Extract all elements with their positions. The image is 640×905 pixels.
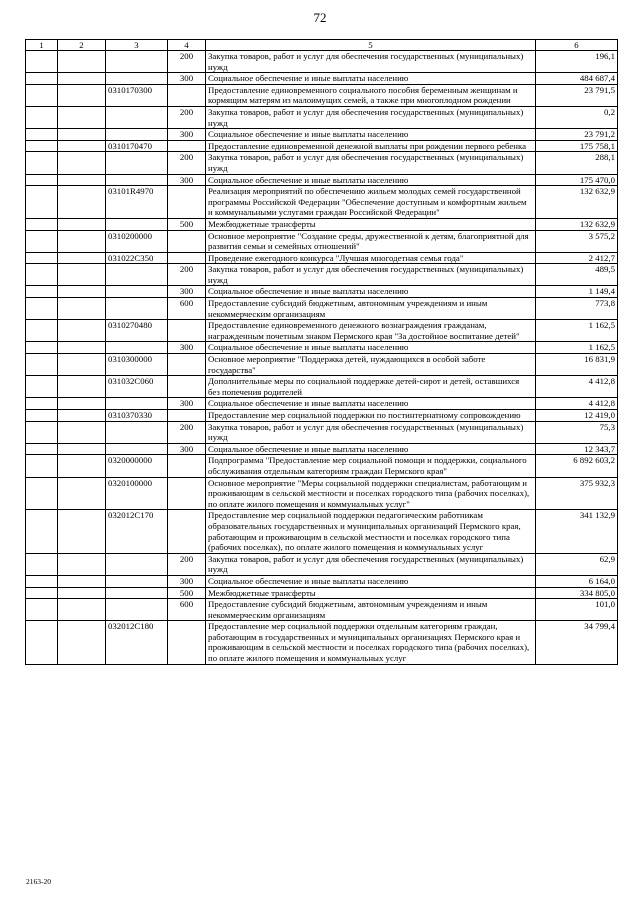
target-code-cell: 0310170300	[106, 84, 168, 106]
target-code-cell	[106, 73, 168, 85]
table-row	[26, 354, 618, 376]
table-row	[26, 553, 618, 575]
empty-cell	[26, 286, 58, 298]
amount-cell: 341 132,9	[536, 510, 618, 553]
table-row	[26, 421, 618, 443]
description-cell: Закупка товаров, работ и услуг для обеспечения государственных (муниципальных) нужд	[206, 106, 536, 128]
table-row	[26, 186, 618, 219]
table-row	[26, 621, 618, 664]
expense-type-cell: 300	[168, 342, 206, 354]
empty-cell	[26, 575, 58, 587]
target-code-cell: 031032С060	[106, 376, 168, 398]
amount-cell: 23 791,2	[536, 129, 618, 141]
expense-type-cell	[168, 410, 206, 422]
table-row	[26, 320, 618, 342]
column-header: 1	[26, 40, 58, 51]
table-row	[26, 575, 618, 587]
table-row	[26, 510, 618, 553]
description-cell: Предоставление единовременной денежной выплаты при рождении первого ребенка	[206, 140, 536, 152]
description-cell: Социальное обеспечение и иные выплаты населению	[206, 575, 536, 587]
description-cell: Основное мероприятие "Поддержка детей, нуждающихся в особой заботе государства"	[206, 354, 536, 376]
amount-cell: 484 687,4	[536, 73, 618, 85]
amount-cell: 773,8	[536, 298, 618, 320]
target-code-cell	[106, 129, 168, 141]
empty-cell	[26, 320, 58, 342]
table-row	[26, 174, 618, 186]
table-row	[26, 599, 618, 621]
target-code-cell	[106, 106, 168, 128]
table-row	[26, 140, 618, 152]
amount-cell: 12 343,7	[536, 443, 618, 455]
expense-type-cell	[168, 510, 206, 553]
empty-cell	[58, 421, 106, 443]
description-cell: Закупка товаров, работ и услуг для обеспечения государственных (муниципальных) нужд	[206, 51, 536, 73]
empty-cell	[26, 443, 58, 455]
table-row	[26, 264, 618, 286]
target-code-cell	[106, 553, 168, 575]
empty-cell	[26, 354, 58, 376]
amount-cell: 23 791,5	[536, 84, 618, 106]
document-code: 2163-20	[26, 877, 51, 886]
table-row	[26, 298, 618, 320]
empty-cell	[26, 252, 58, 264]
empty-cell	[58, 320, 106, 342]
target-code-cell	[106, 398, 168, 410]
empty-cell	[26, 587, 58, 599]
amount-cell: 2 412,7	[536, 252, 618, 264]
description-cell: Предоставление мер социальной поддержки педагогическим работникам образовательных государственных и муниципальных организаций Пермского края, работающим и проживающим в сельской местности и поселках городского типа (рабочих поселках), по оплате жилого помещения и коммунальных услуг	[206, 510, 536, 553]
expense-type-cell: 200	[168, 106, 206, 128]
amount-cell: 132 632,9	[536, 186, 618, 219]
column-header: 4	[168, 40, 206, 51]
expense-type-cell: 200	[168, 421, 206, 443]
empty-cell	[26, 140, 58, 152]
target-code-cell: 03101R4970	[106, 186, 168, 219]
description-cell: Предоставление единовременного денежного вознаграждения гражданам, награжденным почетным знаком Пермского края "За достойное воспитание детей"	[206, 320, 536, 342]
empty-cell	[58, 510, 106, 553]
empty-cell	[58, 575, 106, 587]
description-cell: Предоставление субсидий бюджетным, автономным учреждениям и иным некоммерческим организациям	[206, 599, 536, 621]
amount-cell: 62,9	[536, 553, 618, 575]
amount-cell: 34 799,4	[536, 621, 618, 664]
target-code-cell	[106, 218, 168, 230]
empty-cell	[58, 174, 106, 186]
amount-cell: 3 575,2	[536, 230, 618, 252]
table-row	[26, 230, 618, 252]
empty-cell	[26, 129, 58, 141]
target-code-cell	[106, 342, 168, 354]
description-cell: Предоставление мер социальной поддержки отдельным категориям граждан, работающим в государственных и муниципальных организациях Пермского края и проживающим в сельской местности и поселках городского типа (рабочих поселках), по оплате жилого помещения и коммунальных услуг	[206, 621, 536, 664]
empty-cell	[58, 73, 106, 85]
table-row	[26, 84, 618, 106]
table-row	[26, 51, 618, 73]
table-row	[26, 129, 618, 141]
empty-cell	[58, 455, 106, 477]
empty-cell	[26, 174, 58, 186]
description-cell: Подпрограмма "Предоставление мер социальной помощи и поддержки, социального обслуживания отдельным категориям граждан Пермского края"	[206, 455, 536, 477]
expense-type-cell: 300	[168, 129, 206, 141]
column-header: 6	[536, 40, 618, 51]
description-cell: Дополнительные меры по социальной поддержке детей-сирот и детей, оставшихся без попечения родителей	[206, 376, 536, 398]
expense-type-cell: 600	[168, 599, 206, 621]
expense-type-cell	[168, 140, 206, 152]
empty-cell	[26, 599, 58, 621]
empty-cell	[26, 73, 58, 85]
empty-cell	[58, 218, 106, 230]
expense-type-cell: 300	[168, 286, 206, 298]
amount-cell: 1 149,4	[536, 286, 618, 298]
empty-cell	[58, 621, 106, 664]
empty-cell	[58, 186, 106, 219]
description-cell: Социальное обеспечение и иные выплаты населению	[206, 73, 536, 85]
table-row	[26, 477, 618, 510]
column-header: 2	[58, 40, 106, 51]
amount-cell: 489,5	[536, 264, 618, 286]
empty-cell	[26, 410, 58, 422]
empty-cell	[26, 398, 58, 410]
amount-cell: 0,2	[536, 106, 618, 128]
expense-type-cell	[168, 84, 206, 106]
amount-cell: 12 419,0	[536, 410, 618, 422]
table-row	[26, 73, 618, 85]
empty-cell	[58, 84, 106, 106]
description-cell: Закупка товаров, работ и услуг для обеспечения государственных (муниципальных) нужд	[206, 553, 536, 575]
target-code-cell: 032012С170	[106, 510, 168, 553]
expense-type-cell: 300	[168, 73, 206, 85]
empty-cell	[26, 186, 58, 219]
expense-type-cell	[168, 320, 206, 342]
empty-cell	[26, 510, 58, 553]
description-cell: Реализация мероприятий по обеспечению жильем молодых семей государственной программы Российской Федерации "Обеспечение доступным и комфортным жильем и коммунальными услугами граждан Российской Федерации"	[206, 186, 536, 219]
empty-cell	[26, 421, 58, 443]
empty-cell	[58, 152, 106, 174]
target-code-cell	[106, 421, 168, 443]
target-code-cell	[106, 599, 168, 621]
empty-cell	[26, 455, 58, 477]
description-cell: Межбюджетные трансферты	[206, 587, 536, 599]
amount-cell: 1 162,5	[536, 320, 618, 342]
column-header: 5	[206, 40, 536, 51]
amount-cell: 4 412,8	[536, 398, 618, 410]
amount-cell: 175 758,1	[536, 140, 618, 152]
target-code-cell: 0310200000	[106, 230, 168, 252]
target-code-cell	[106, 575, 168, 587]
empty-cell	[58, 587, 106, 599]
empty-cell	[58, 342, 106, 354]
expense-type-cell	[168, 230, 206, 252]
empty-cell	[58, 410, 106, 422]
amount-cell: 132 632,9	[536, 218, 618, 230]
table-row	[26, 587, 618, 599]
description-cell: Закупка товаров, работ и услуг для обеспечения государственных (муниципальных) нужд	[206, 264, 536, 286]
table-row	[26, 376, 618, 398]
empty-cell	[58, 230, 106, 252]
expense-type-cell	[168, 376, 206, 398]
description-cell: Предоставление единовременного социального пособия беременным женщинам и кормящим матерям из малоимущих семей, а также при многоплодном рождении	[206, 84, 536, 106]
table-row	[26, 398, 618, 410]
amount-cell: 4 412,8	[536, 376, 618, 398]
target-code-cell	[106, 587, 168, 599]
expense-type-cell: 200	[168, 152, 206, 174]
column-header: 3	[106, 40, 168, 51]
empty-cell	[58, 106, 106, 128]
table-row	[26, 410, 618, 422]
amount-cell: 1 162,5	[536, 342, 618, 354]
empty-cell	[58, 354, 106, 376]
target-code-cell: 031022C350	[106, 252, 168, 264]
table-header-row	[26, 40, 618, 51]
description-cell: Социальное обеспечение и иные выплаты населению	[206, 398, 536, 410]
table-row	[26, 152, 618, 174]
empty-cell	[26, 84, 58, 106]
table-row	[26, 106, 618, 128]
target-code-cell: 0310270480	[106, 320, 168, 342]
empty-cell	[58, 264, 106, 286]
table-body	[26, 51, 618, 665]
expense-type-cell: 300	[168, 398, 206, 410]
empty-cell	[26, 342, 58, 354]
amount-cell: 6 892 603,2	[536, 455, 618, 477]
expense-type-cell	[168, 621, 206, 664]
empty-cell	[58, 443, 106, 455]
expense-type-cell: 200	[168, 51, 206, 73]
expense-type-cell	[168, 252, 206, 264]
description-cell: Социальное обеспечение и иные выплаты населению	[206, 342, 536, 354]
target-code-cell	[106, 443, 168, 455]
empty-cell	[26, 152, 58, 174]
expense-type-cell	[168, 477, 206, 510]
description-cell: Социальное обеспечение и иные выплаты населению	[206, 174, 536, 186]
empty-cell	[58, 398, 106, 410]
expense-type-cell: 300	[168, 575, 206, 587]
amount-cell: 6 164,0	[536, 575, 618, 587]
expense-type-cell	[168, 186, 206, 219]
description-cell: Проведение ежегодного конкурса "Лучшая многодетная семья года"	[206, 252, 536, 264]
empty-cell	[26, 553, 58, 575]
description-cell: Основное мероприятие "Создание среды, дружественной к детям, благоприятной для развития семьи и семейных отношений"	[206, 230, 536, 252]
expense-type-cell	[168, 354, 206, 376]
target-code-cell: 032012С180	[106, 621, 168, 664]
empty-cell	[26, 298, 58, 320]
target-code-cell	[106, 174, 168, 186]
empty-cell	[26, 477, 58, 510]
target-code-cell: 0320000000	[106, 455, 168, 477]
expense-type-cell: 200	[168, 264, 206, 286]
target-code-cell	[106, 264, 168, 286]
table-row	[26, 455, 618, 477]
description-cell: Основное мероприятие "Меры социальной поддержки специалистам, работающим и проживающим в сельской местности и поселках городского типа (рабочих поселках), по оплате жилого помещения и коммунальных услуг"	[206, 477, 536, 510]
description-cell: Социальное обеспечение и иные выплаты населению	[206, 286, 536, 298]
expense-type-cell: 300	[168, 174, 206, 186]
empty-cell	[26, 376, 58, 398]
amount-cell: 101,0	[536, 599, 618, 621]
table-row	[26, 342, 618, 354]
expense-type-cell: 200	[168, 553, 206, 575]
amount-cell: 16 831,9	[536, 354, 618, 376]
target-code-cell	[106, 298, 168, 320]
amount-cell: 196,1	[536, 51, 618, 73]
empty-cell	[58, 51, 106, 73]
amount-cell: 334 805,0	[536, 587, 618, 599]
empty-cell	[58, 376, 106, 398]
expense-type-cell	[168, 455, 206, 477]
amount-cell: 375 932,3	[536, 477, 618, 510]
description-cell: Социальное обеспечение и иные выплаты населению	[206, 443, 536, 455]
expense-type-cell: 600	[168, 298, 206, 320]
empty-cell	[26, 230, 58, 252]
amount-cell: 288,1	[536, 152, 618, 174]
target-code-cell: 0310370330	[106, 410, 168, 422]
empty-cell	[26, 106, 58, 128]
empty-cell	[58, 140, 106, 152]
empty-cell	[58, 298, 106, 320]
empty-cell	[58, 252, 106, 264]
empty-cell	[26, 264, 58, 286]
target-code-cell: 0320100000	[106, 477, 168, 510]
table-row	[26, 252, 618, 264]
description-cell: Предоставление субсидий бюджетным, автономным учреждениям и иным некоммерческим организациям	[206, 298, 536, 320]
amount-cell: 175 470,0	[536, 174, 618, 186]
empty-cell	[26, 218, 58, 230]
empty-cell	[58, 477, 106, 510]
expense-type-cell: 300	[168, 443, 206, 455]
budget-table	[25, 39, 618, 665]
empty-cell	[58, 286, 106, 298]
description-cell: Социальное обеспечение и иные выплаты населению	[206, 129, 536, 141]
empty-cell	[26, 621, 58, 664]
target-code-cell: 0310300000	[106, 354, 168, 376]
expense-type-cell: 500	[168, 587, 206, 599]
empty-cell	[26, 51, 58, 73]
table-row	[26, 443, 618, 455]
target-code-cell	[106, 51, 168, 73]
target-code-cell: 0310170470	[106, 140, 168, 152]
table-row	[26, 286, 618, 298]
description-cell: Закупка товаров, работ и услуг для обеспечения государственных (муниципальных) нужд	[206, 421, 536, 443]
empty-cell	[58, 129, 106, 141]
empty-cell	[58, 599, 106, 621]
empty-cell	[58, 553, 106, 575]
amount-cell: 75,3	[536, 421, 618, 443]
description-cell: Закупка товаров, работ и услуг для обеспечения государственных (муниципальных) нужд	[206, 152, 536, 174]
target-code-cell	[106, 286, 168, 298]
target-code-cell	[106, 152, 168, 174]
page-number: 72	[313, 10, 327, 25]
table-row	[26, 218, 618, 230]
expense-type-cell: 500	[168, 218, 206, 230]
description-cell: Межбюджетные трансферты	[206, 218, 536, 230]
description-cell: Предоставление мер социальной поддержки по постинтернатному сопровождению	[206, 410, 536, 422]
